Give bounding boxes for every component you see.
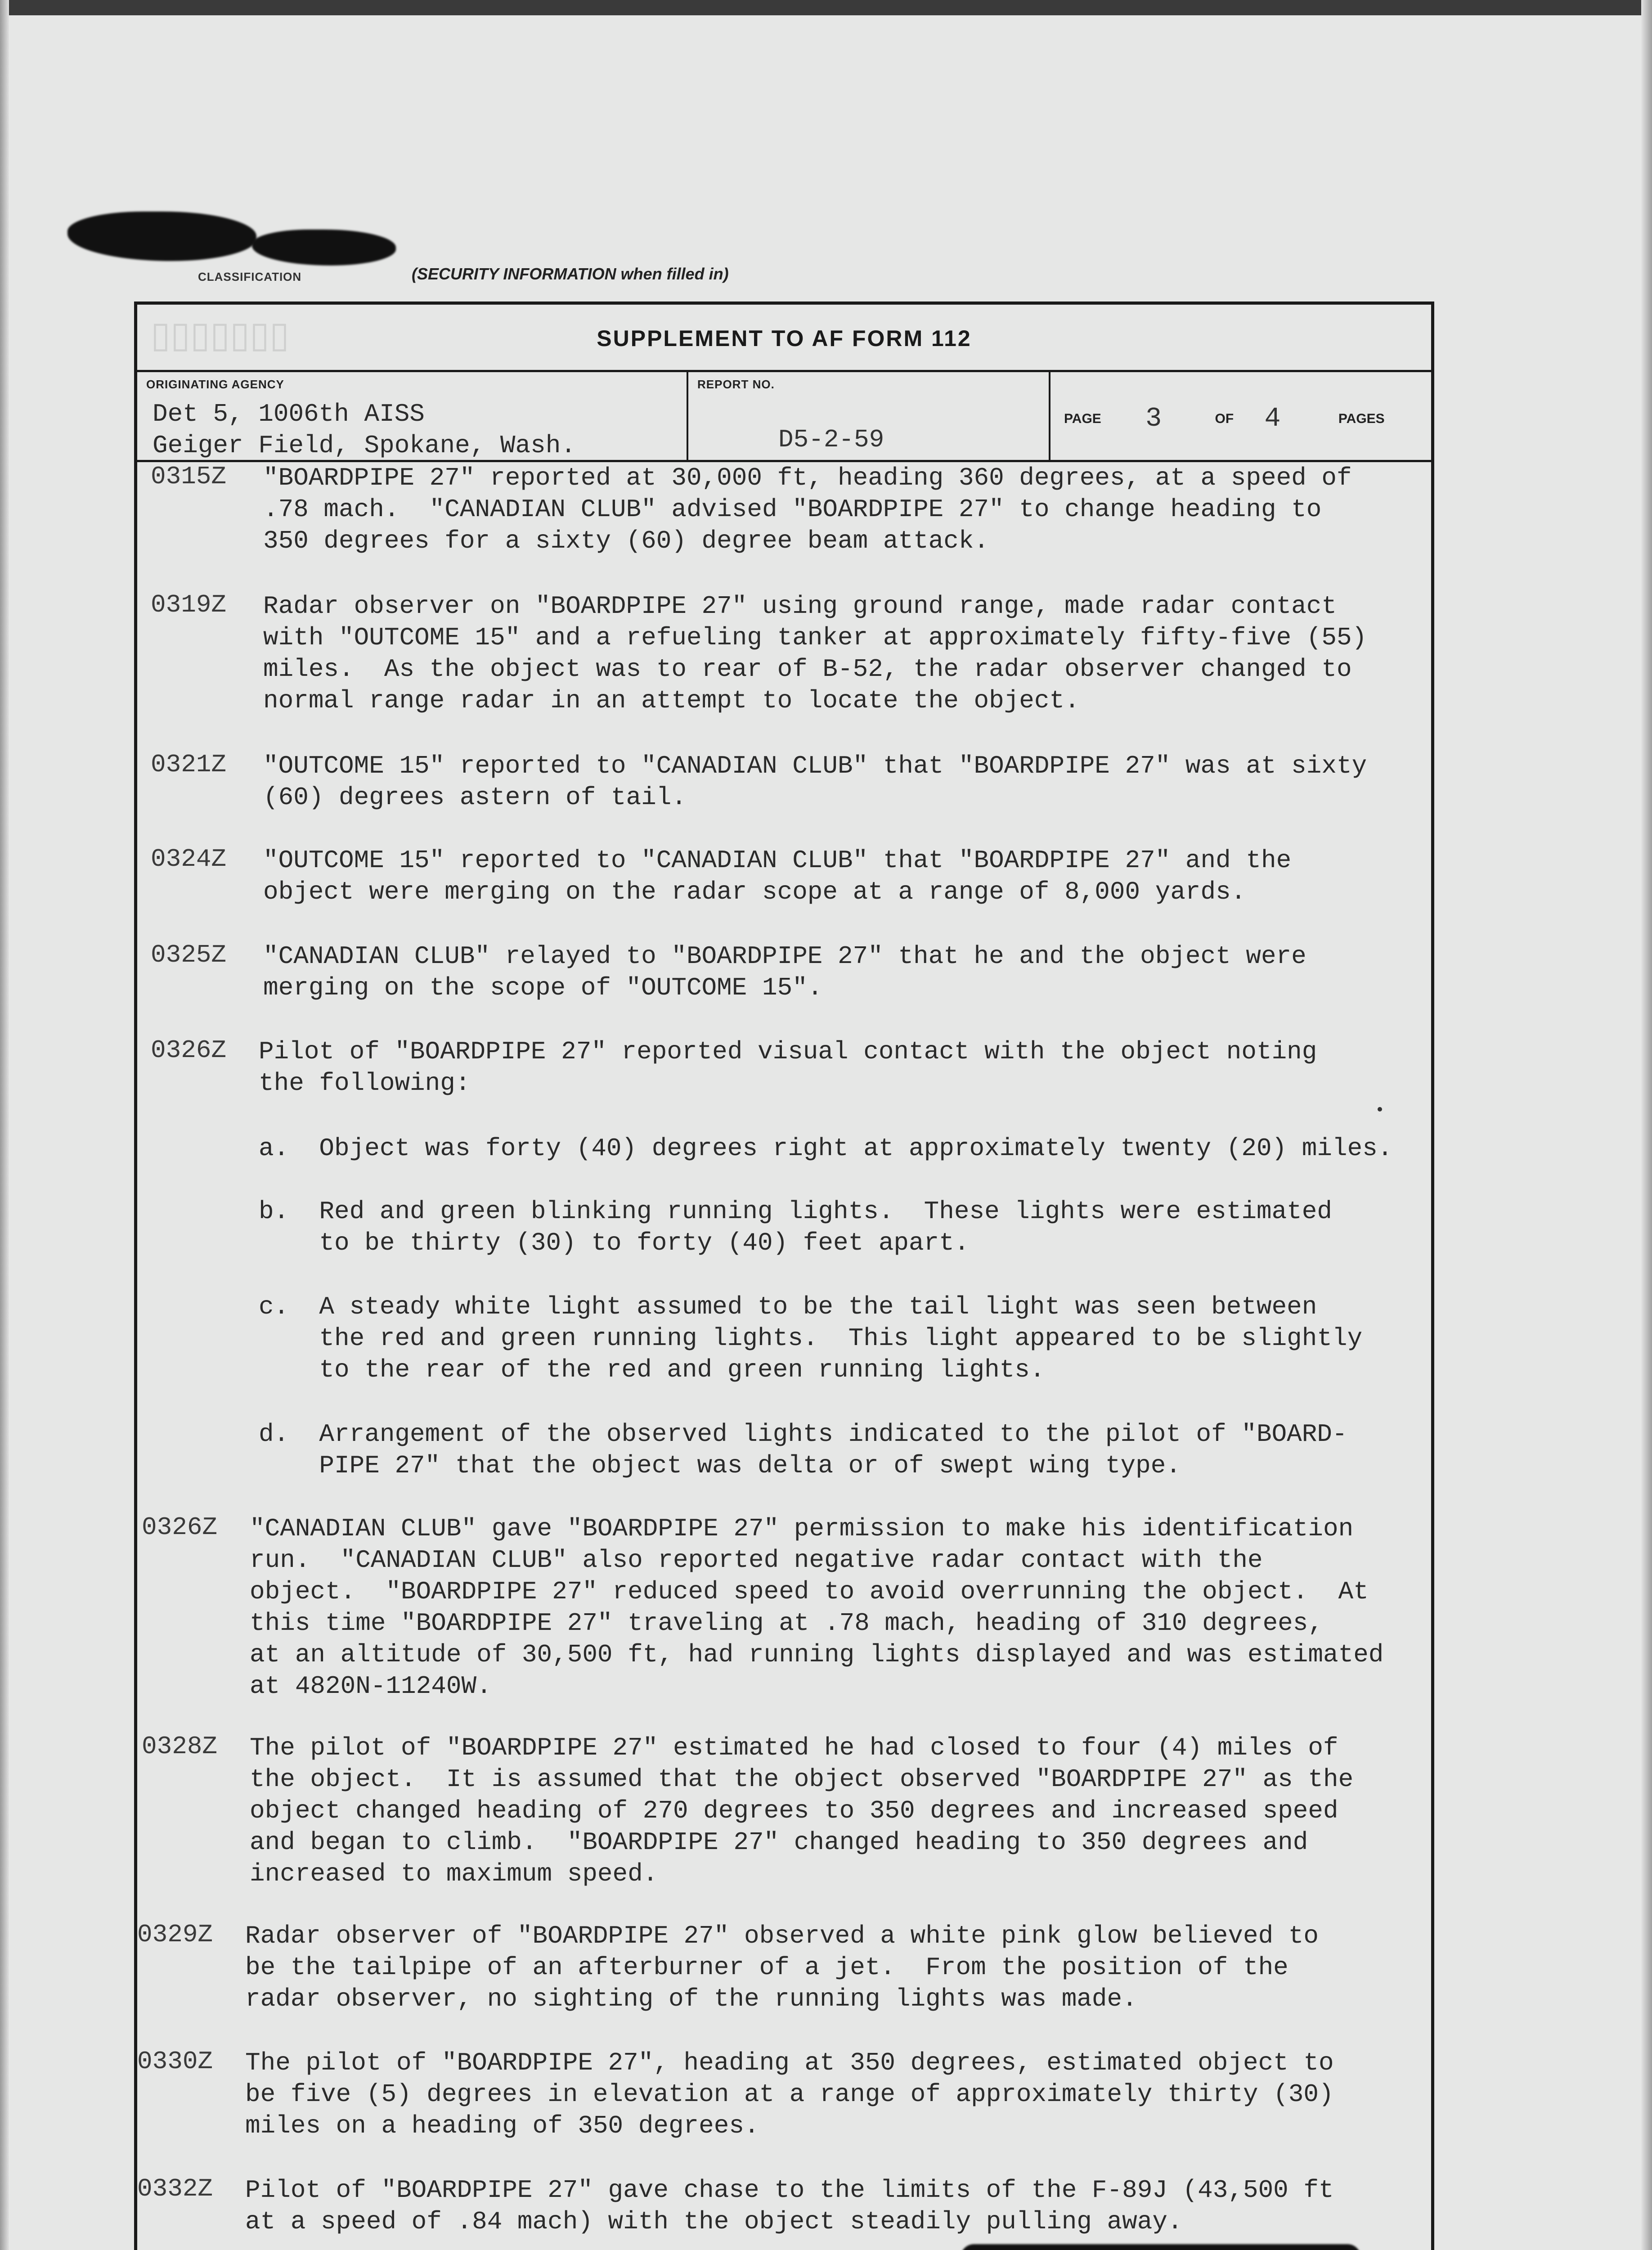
page-current: 3 <box>1145 404 1162 434</box>
entry-time: 0315Z <box>151 462 227 491</box>
report-number-value: D5-2-59 <box>778 425 884 454</box>
page-indicator <box>1064 404 1424 434</box>
entry-text: "OUTCOME 15" reported to "CANADIAN CLUB" that "BOARDPIPE 27" and the object were merging on the radar scope at a range of 8,000 yards. <box>263 846 1292 906</box>
redaction-body-bottom <box>961 2244 1361 2250</box>
scan-left-edge <box>0 0 9 2250</box>
entry-time: 0325Z <box>151 940 227 969</box>
report-number-cell <box>688 372 1050 460</box>
pages-label: PAGES <box>1338 411 1385 426</box>
redaction-top-tail <box>252 230 396 266</box>
supplement-form <box>134 302 1434 2250</box>
classification-label-top: CLASSIFICATION <box>198 270 302 284</box>
faded-stamp: ▯▯▯▯▯▯▯ <box>151 315 290 355</box>
entry-text: The pilot of "BOARDPIPE 27" estimated he had closed to four (4) miles of the object. It is assumed that the object observed "BOARDPIPE 27" as the object changed heading of 270 degrees to 350 degrees and increased speed and began to climb. "BOARDPIPE 27" changed heading to 350 degrees and increased to maximum speed. <box>250 1733 1354 1888</box>
security-info-top: (SECURITY INFORMATION when filled in) <box>412 265 729 283</box>
originating-agency-value <box>153 398 576 461</box>
entry-time: 0324Z <box>151 845 227 873</box>
entry-text: Radar observer on "BOARDPIPE 27" using ground range, made radar contact with "OUTCOME 15" and a refueling tanker at approximately fifty-five (55) miles. As the object was to rear of B-52, the radar observer changed to normal range radar in an attempt to locate the object. <box>263 592 1367 715</box>
entry-text: Pilot of "BOARDPIPE 27" reported visual contact with the object noting the following: <box>259 1037 1317 1098</box>
entry-time: 0326Z <box>151 1036 227 1065</box>
form-header-row <box>137 372 1431 462</box>
entry-time: 0332Z <box>137 2174 213 2203</box>
scan-right-edge <box>1641 0 1652 2250</box>
page-cell <box>1050 372 1431 460</box>
report-number-label: REPORT NO. <box>697 378 775 391</box>
page-of-label: OF <box>1215 411 1234 426</box>
entry-time: 0328Z <box>142 1732 218 1761</box>
agency-line-2: Geiger Field, Spokane, Wash. <box>153 431 576 460</box>
entry-text: d. Arrangement of the observed lights indicated to the pilot of "BOARD- PIPE 27" that the object was delta or of swept wing type. <box>259 1420 1347 1480</box>
entry-text: "OUTCOME 15" reported to "CANADIAN CLUB" that "BOARDPIPE 27" was at sixty (60) degrees astern of tail. <box>263 752 1367 812</box>
form-title: SUPPLEMENT TO AF FORM 112 <box>137 305 1431 372</box>
entry-text: "CANADIAN CLUB" relayed to "BOARDPIPE 27" that he and the object were merging on the scope of "OUTCOME 15". <box>263 942 1306 1002</box>
entry-text: Pilot of "BOARDPIPE 27" gave chase to the limits of the F-89J (43,500 ft at a speed of .84 mach) with the object steadily pulling away. <box>245 2176 1334 2236</box>
stray-mark <box>1378 1107 1382 1112</box>
entry-time: 0330Z <box>137 2047 213 2076</box>
entry-text: c. A steady white light assumed to be the tail light was seen between the red and green running lights. This light appeared to be slightly to the rear of the red and green running lights. <box>259 1292 1363 1384</box>
redaction-top <box>67 212 256 261</box>
page-label: PAGE <box>1064 411 1101 426</box>
entry-text: The pilot of "BOARDPIPE 27", heading at 350 degrees, estimated object to be five (5) degrees in elevation at a range of approximately thirty (30) miles on a heading of 350 degrees. <box>245 2048 1334 2140</box>
scan-top-edge <box>0 0 1652 15</box>
entry-text: "BOARDPIPE 27" reported at 30,000 ft, heading 360 degrees, at a speed of .78 mach. "CANADIAN CLUB" advised "BOARDPIPE 27" to change heading to 350 degrees for a sixty (60) degree beam attack. <box>263 464 1352 555</box>
page-total: 4 <box>1264 404 1281 434</box>
entry-text: b. Red and green blinking running lights. These lights were estimated to be thirty (30) to forty (40) feet apart. <box>259 1197 1332 1257</box>
entry-time: 0326Z <box>142 1513 218 1542</box>
agency-line-1: Det 5, 1006th AISS <box>153 400 425 428</box>
entry-time: 0319Z <box>151 590 227 619</box>
entry-text: Radar observer of "BOARDPIPE 27" observed a white pink glow believed to be the tailpipe of an afterburner of a jet. From the position of the radar observer, no sighting of the running lights was made. <box>245 1922 1319 2013</box>
entry-text: "CANADIAN CLUB" gave "BOARDPIPE 27" permission to make his identification run. "CANADIAN CLUB" also reported negative radar contact with the object. "BOARDPIPE 27" reduced speed to avoid overrunning the object. At this time "BOARDPIPE 27" traveling at .78 mach, heading of 310 degrees, at an altitude of 30,500 ft, had running lights displayed and was estimated at 4820N-11240W. <box>250 1514 1384 1701</box>
originating-agency-cell <box>137 372 688 460</box>
entry-time: 0321Z <box>151 750 227 779</box>
originating-agency-label: ORIGINATING AGENCY <box>146 378 284 391</box>
entry-time: 0329Z <box>137 1920 213 1949</box>
entry-text: a. Object was forty (40) degrees right at approximately twenty (20) miles. <box>259 1134 1393 1163</box>
